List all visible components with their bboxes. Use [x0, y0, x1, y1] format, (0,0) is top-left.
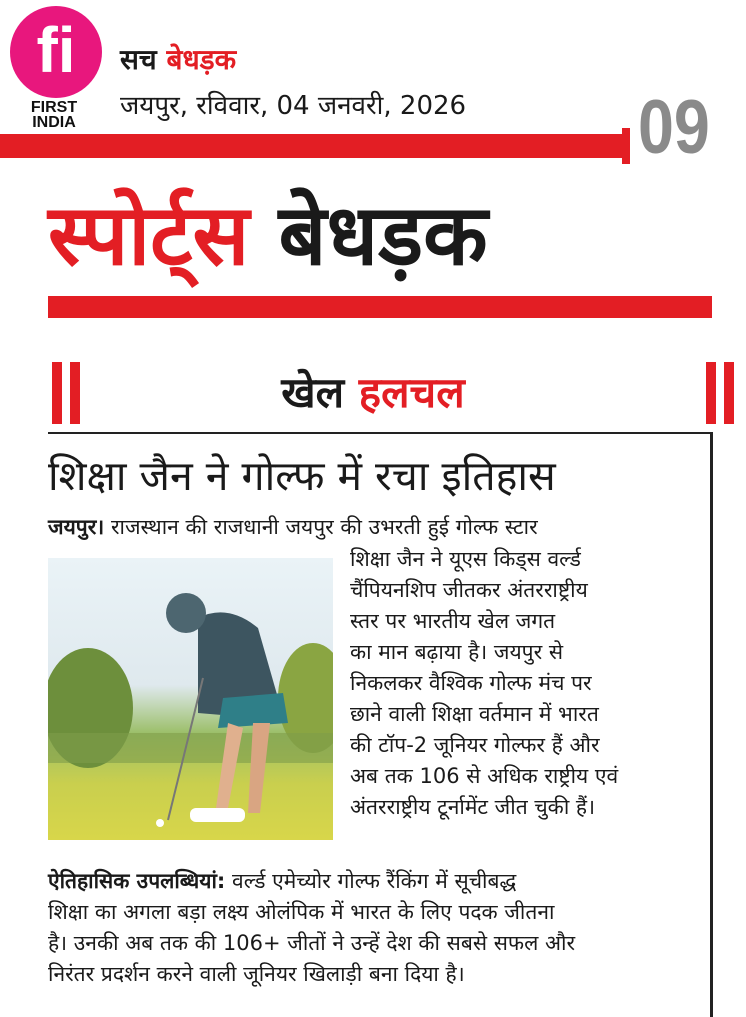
article-line: निकलकर वैश्विक गोल्फ मंच पर [350, 671, 592, 695]
logo-mark: fi [36, 14, 76, 86]
line-text: राजस्थान की राजधानी जयपुर की उभरती हुई गोल्फ स्टार [110, 515, 538, 539]
article-line: निरंतर प्रदर्शन करने वाली जूनियर खिलाड़ी बना दिया है। [48, 962, 465, 986]
tagline-black: सच [120, 43, 157, 76]
header-rule [0, 134, 628, 158]
divider [48, 432, 712, 434]
article-dateline: जयपुर। [48, 515, 105, 539]
article-subhead: ऐतिहासिक उपलब्धियां: [48, 869, 226, 893]
section-black: खेल [281, 368, 345, 417]
article-line: की टॉप-2 जूनियर गोल्फर हैं और [350, 733, 600, 757]
brand-line1: FIRST [30, 99, 78, 116]
golfer-illustration [48, 558, 333, 840]
article-headline: शिक्षा जैन ने गोल्फ में रचा इतिहास [48, 452, 556, 500]
masthead-rule [48, 296, 712, 318]
article-line: चैंपियनशिप जीतकर अंतरराष्ट्रीय [350, 578, 588, 602]
article-line: शिक्षा का अगला बड़ा लक्ष्य ओलंपिक में भारत के लिए पदक जीतना [48, 900, 555, 924]
article-line: छाने वाली शिक्षा वर्तमान में भारत [350, 702, 599, 726]
masthead-black: बेधड़क [278, 186, 488, 284]
article-line [48, 512, 538, 543]
tagline [120, 40, 236, 78]
golfer-photo [48, 558, 333, 840]
column-divider [710, 432, 713, 1017]
article-line: स्तर पर भारतीय खेल जगत [350, 609, 556, 633]
section-red: हलचल [358, 368, 465, 417]
article-line: है। उनकी अब तक की 106+ जीतों ने उन्हें देश की सबसे सफल और [48, 931, 576, 955]
dateline: जयपुर, रविवार, 04 जनवरी, 2026 [120, 91, 467, 121]
first-india-logo [10, 6, 102, 98]
article-line: अंतरराष्ट्रीय टूर्नामेंट जीत चुकी हैं। [350, 795, 596, 819]
section-masthead [48, 170, 488, 300]
brand-line2: INDIA [32, 114, 76, 131]
masthead-red: स्पोर्ट्स [48, 186, 250, 284]
line-text: वर्ल्ड एमेच्योर गोल्फ रैंकिंग में सूचीबद्ध [232, 869, 517, 893]
article-line: शिक्षा जैन ने यूएस किड्स वर्ल्ड [350, 547, 581, 571]
header-rule-end [622, 128, 630, 164]
page-number: 09 [638, 85, 710, 170]
section-title [0, 360, 746, 426]
tagline-red: बेधड़क [166, 43, 237, 76]
article-line [48, 866, 516, 897]
article-line: का मान बढ़ाया है। जयपुर से [350, 640, 564, 664]
brand-name [14, 100, 94, 130]
article-line: अब तक 106 से अधिक राष्ट्रीय एवं [350, 764, 619, 788]
